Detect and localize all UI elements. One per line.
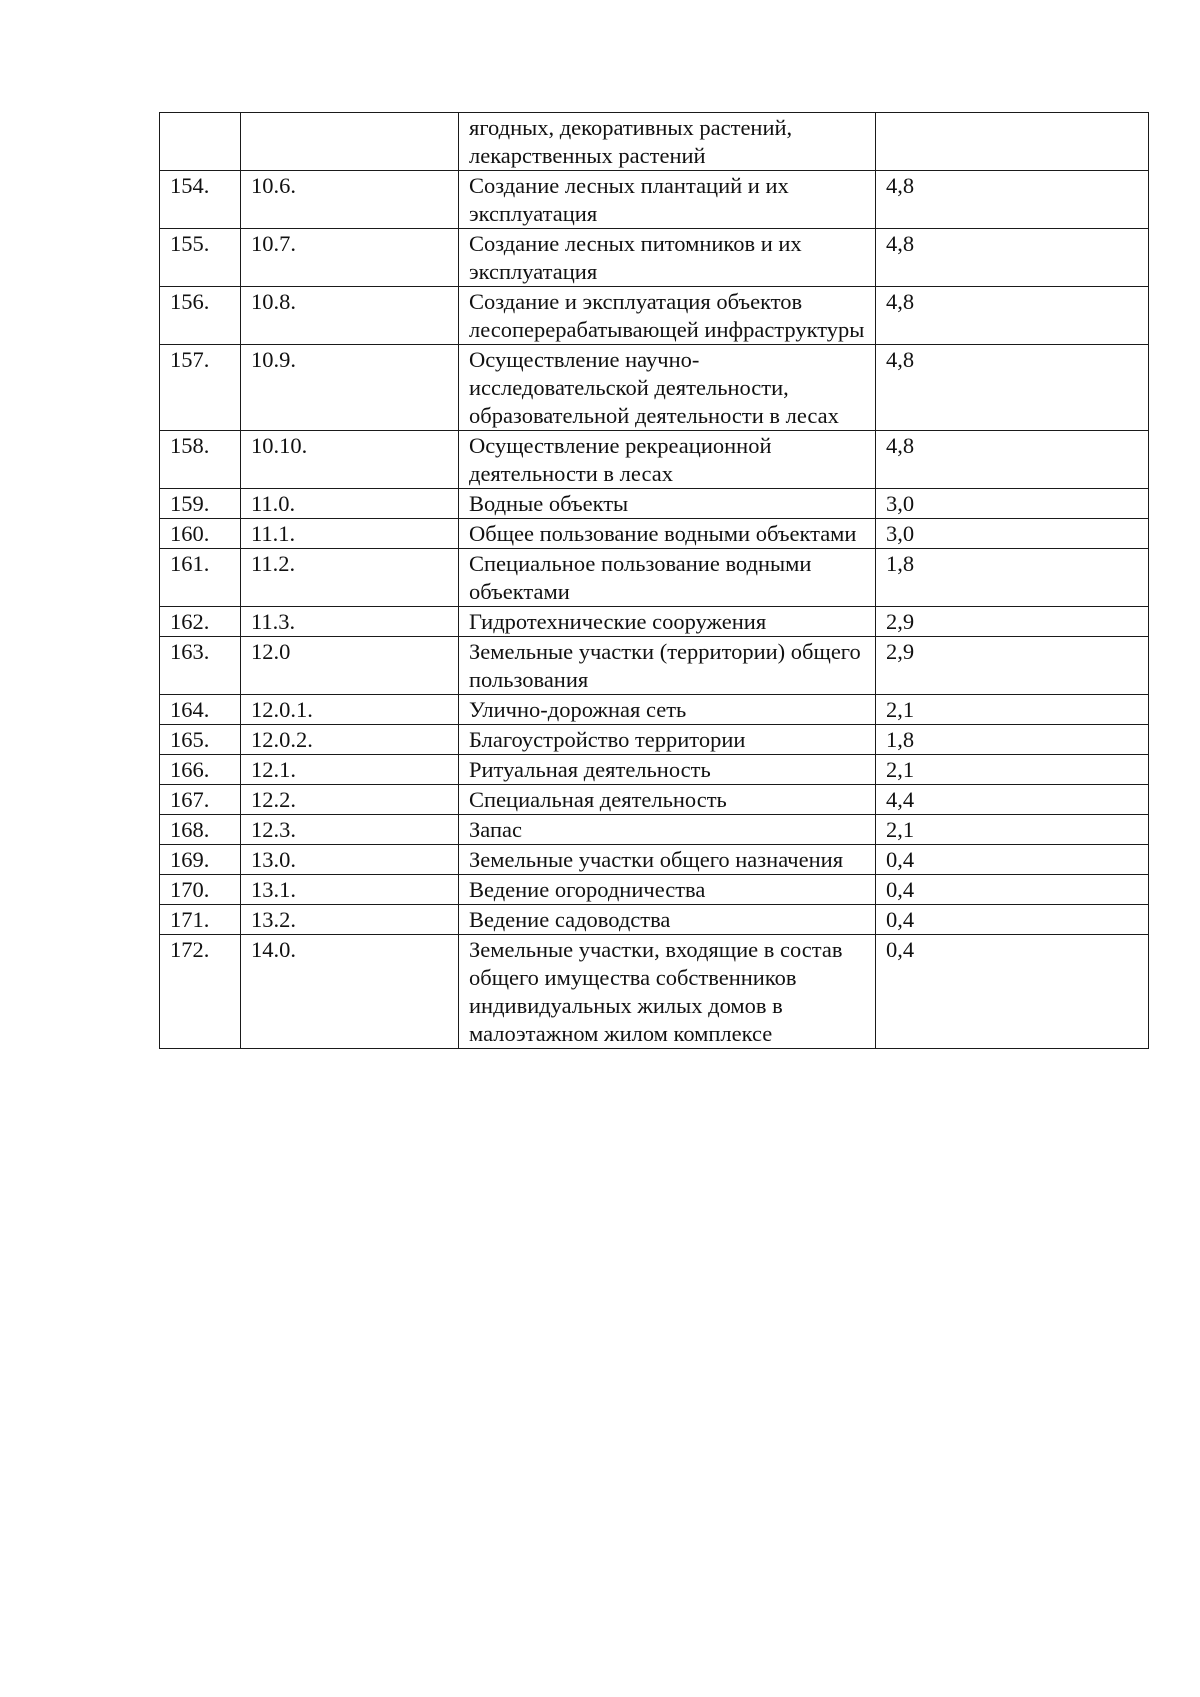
row-number-cell: 172. [160,935,241,1049]
land-use-name-cell: Создание лесных питомников и их эксплуатация [459,229,876,287]
row-number-cell: 160. [160,519,241,549]
land-use-name-cell: ягодных, декоративных растений, лекарственных растений [459,113,876,171]
classification-code-cell: 12.0.1. [241,695,459,725]
land-use-name-cell: Запас [459,815,876,845]
row-number-cell: 167. [160,785,241,815]
row-number-cell: 159. [160,489,241,519]
land-use-name-cell: Специальная деятельность [459,785,876,815]
coefficient-cell: 2,1 [876,695,1149,725]
coefficient-cell: 4,4 [876,785,1149,815]
coefficient-cell: 2,9 [876,637,1149,695]
land-use-name-cell: Гидротехнические сооружения [459,607,876,637]
coefficient-cell: 4,8 [876,287,1149,345]
coefficient-cell: 0,4 [876,905,1149,935]
row-number-cell: 161. [160,549,241,607]
classification-code-cell: 11.1. [241,519,459,549]
table-row [160,875,1149,905]
row-number-cell: 166. [160,755,241,785]
coefficient-cell: 4,8 [876,171,1149,229]
table-row [160,725,1149,755]
coefficient-cell: 2,9 [876,607,1149,637]
table-row [160,549,1149,607]
table-row [160,489,1149,519]
classification-code-cell: 10.8. [241,287,459,345]
classification-code-cell: 12.1. [241,755,459,785]
classification-code-cell: 12.2. [241,785,459,815]
land-use-name-cell: Осуществление рекреационной деятельности в лесах [459,431,876,489]
table-row [160,113,1149,171]
row-number-cell: 163. [160,637,241,695]
land-use-name-cell: Ведение огородничества [459,875,876,905]
table-row [160,229,1149,287]
land-use-name-cell: Улично-дорожная сеть [459,695,876,725]
table-row [160,785,1149,815]
classification-code-cell: 14.0. [241,935,459,1049]
classification-code-cell: 10.6. [241,171,459,229]
row-number-cell: 158. [160,431,241,489]
land-use-name-cell: Водные объекты [459,489,876,519]
coefficient-cell: 0,4 [876,935,1149,1049]
coefficient-cell: 3,0 [876,489,1149,519]
table-row [160,695,1149,725]
classification-code-cell: 11.3. [241,607,459,637]
coefficient-cell: 3,0 [876,519,1149,549]
row-number-cell: 154. [160,171,241,229]
table-row [160,935,1149,1049]
row-number-cell: 164. [160,695,241,725]
classification-code-cell: 13.0. [241,845,459,875]
coefficient-cell: 4,8 [876,345,1149,431]
land-use-name-cell: Земельные участки, входящие в состав общего имущества собственников индивидуальных жилых домов в малоэтажном жилом комплексе [459,935,876,1049]
coefficient-cell: 4,8 [876,431,1149,489]
classification-code-cell: 12.3. [241,815,459,845]
classification-code-cell: 12.0.2. [241,725,459,755]
coefficient-cell: 1,8 [876,725,1149,755]
row-number-cell [160,113,241,171]
row-number-cell: 171. [160,905,241,935]
land-use-name-cell: Ведение садоводства [459,905,876,935]
coefficient-cell: 2,1 [876,755,1149,785]
table-row [160,431,1149,489]
table-row [160,345,1149,431]
coefficient-cell: 4,8 [876,229,1149,287]
classification-code-cell: 10.10. [241,431,459,489]
row-number-cell: 156. [160,287,241,345]
table-row [160,607,1149,637]
land-use-name-cell: Земельные участки (территории) общего пользования [459,637,876,695]
row-number-cell: 168. [160,815,241,845]
row-number-cell: 169. [160,845,241,875]
table-row [160,287,1149,345]
table-row [160,519,1149,549]
classification-code-cell [241,113,459,171]
coefficient-cell: 1,8 [876,549,1149,607]
classification-code-cell: 10.9. [241,345,459,431]
classification-code-cell: 13.2. [241,905,459,935]
row-number-cell: 157. [160,345,241,431]
classification-code-cell: 11.2. [241,549,459,607]
row-number-cell: 155. [160,229,241,287]
classification-code-cell: 10.7. [241,229,459,287]
table-row [160,845,1149,875]
row-number-cell: 165. [160,725,241,755]
land-use-name-cell: Ритуальная деятельность [459,755,876,785]
land-use-name-cell: Специальное пользование водными объектами [459,549,876,607]
row-number-cell: 170. [160,875,241,905]
land-use-name-cell: Создание и эксплуатация объектов лесоперерабатывающей инфраструктуры [459,287,876,345]
coefficient-cell: 0,4 [876,875,1149,905]
table-body [160,113,1149,1049]
table-row [160,905,1149,935]
coefficient-cell: 0,4 [876,845,1149,875]
row-number-cell: 162. [160,607,241,637]
land-use-name-cell: Земельные участки общего назначения [459,845,876,875]
table-row [160,637,1149,695]
table-row [160,815,1149,845]
table-row [160,755,1149,785]
coefficient-cell: 2,1 [876,815,1149,845]
classification-code-cell: 13.1. [241,875,459,905]
land-use-name-cell: Осуществление научно-исследовательской деятельности, образовательной деятельности в лесах [459,345,876,431]
land-use-table [159,112,1149,1049]
classification-code-cell: 12.0 [241,637,459,695]
land-use-name-cell: Общее пользование водными объектами [459,519,876,549]
classification-code-cell: 11.0. [241,489,459,519]
table-row [160,171,1149,229]
land-use-name-cell: Благоустройство территории [459,725,876,755]
coefficient-cell [876,113,1149,171]
land-use-name-cell: Создание лесных плантаций и их эксплуатация [459,171,876,229]
